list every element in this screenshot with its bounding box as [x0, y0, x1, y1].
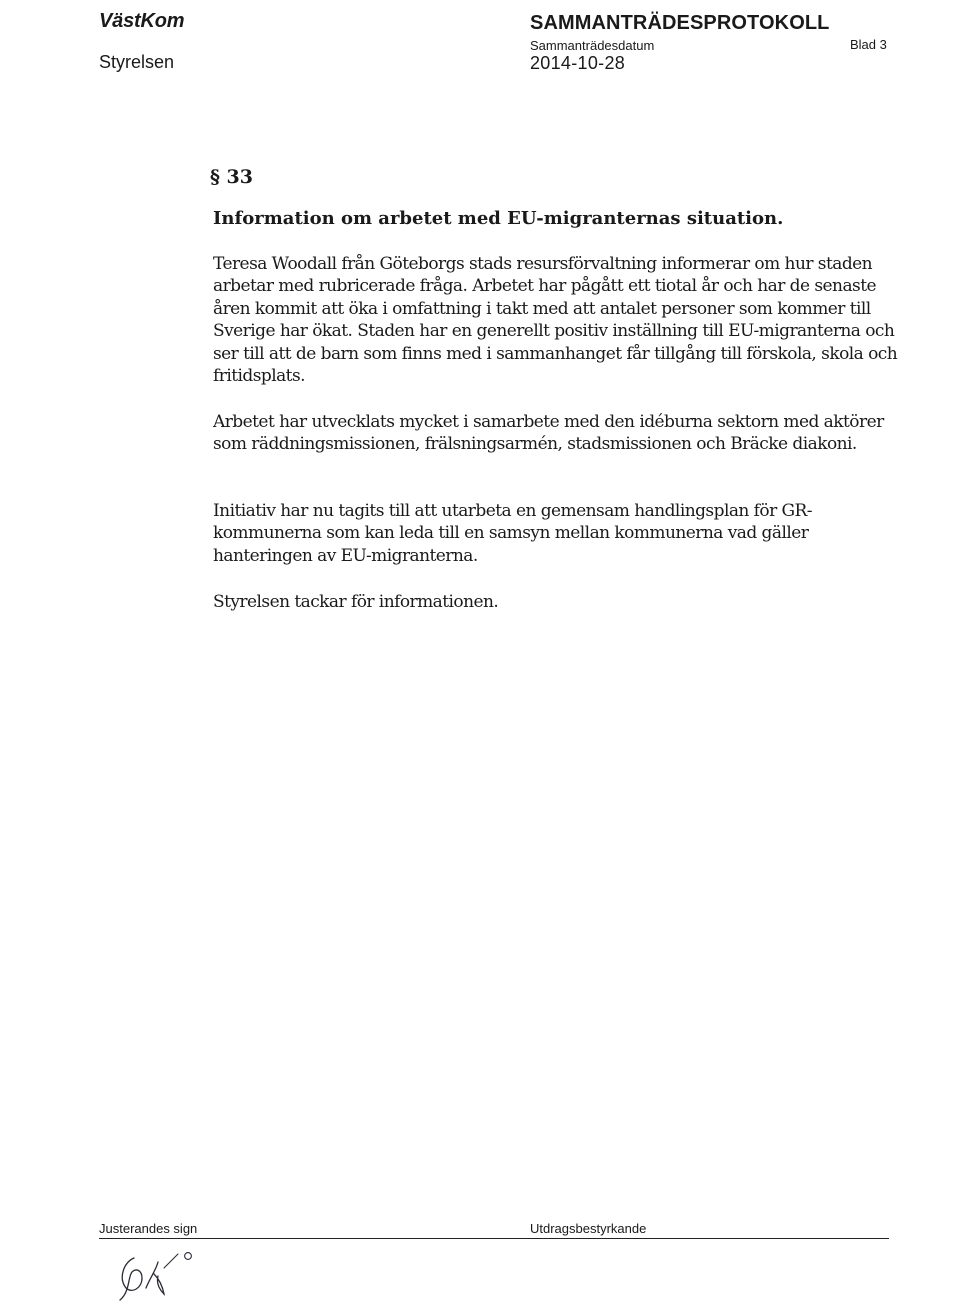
extract-certification-label: Utdragsbestyrkande — [530, 1221, 647, 1236]
handwritten-initials-signature — [112, 1248, 202, 1306]
body-paragraph: Teresa Woodall från Göteborgs stads resursförvaltning informerar om hur staden arbetar med rubricerade fråga. Arbetet har pågått ett tiotal år och har de senaste åren kommit att öka i omfattning i takt med att antalet personer som kommer till Sverige har ökat. Staden har en generellt positiv inställning till EU-migranterna och ser till att de barn som finns med i sammanhanget får tillgång till förskola, skola och fritidsplats. — [213, 254, 898, 387]
section-title: Information om arbetet med EU-migranternas situation. — [213, 208, 784, 229]
section-number: § 33 — [210, 166, 253, 188]
meeting-date: 2014-10-28 — [530, 53, 626, 73]
signature-label: Justerandes sign — [99, 1221, 198, 1236]
body-paragraph: Styrelsen tackar för informationen. — [213, 592, 499, 612]
body-paragraph: Initiativ har nu tagits till att utarbeta en gemensam handlingsplan för GR-kommunerna som kan leda till en samsyn mellan kommunerna vad gäller hanteringen av EU-migranterna. — [213, 501, 812, 566]
sheet-number: Blad 3 — [850, 37, 887, 52]
board-name: Styrelsen — [99, 52, 175, 72]
footer-divider — [99, 1238, 889, 1239]
document-type: SAMMANTRÄDESPROTOKOLL — [530, 12, 830, 34]
body-paragraph: Arbetet har utvecklats mycket i samarbete med den idéburna sektorn med aktörer som räddningsmissionen, frälsningsarmén, stadsmissionen och Bräcke diakoni. — [213, 412, 884, 455]
organization-name: VästKom — [99, 10, 185, 32]
meeting-date-label: Sammanträdesdatum — [530, 38, 655, 53]
